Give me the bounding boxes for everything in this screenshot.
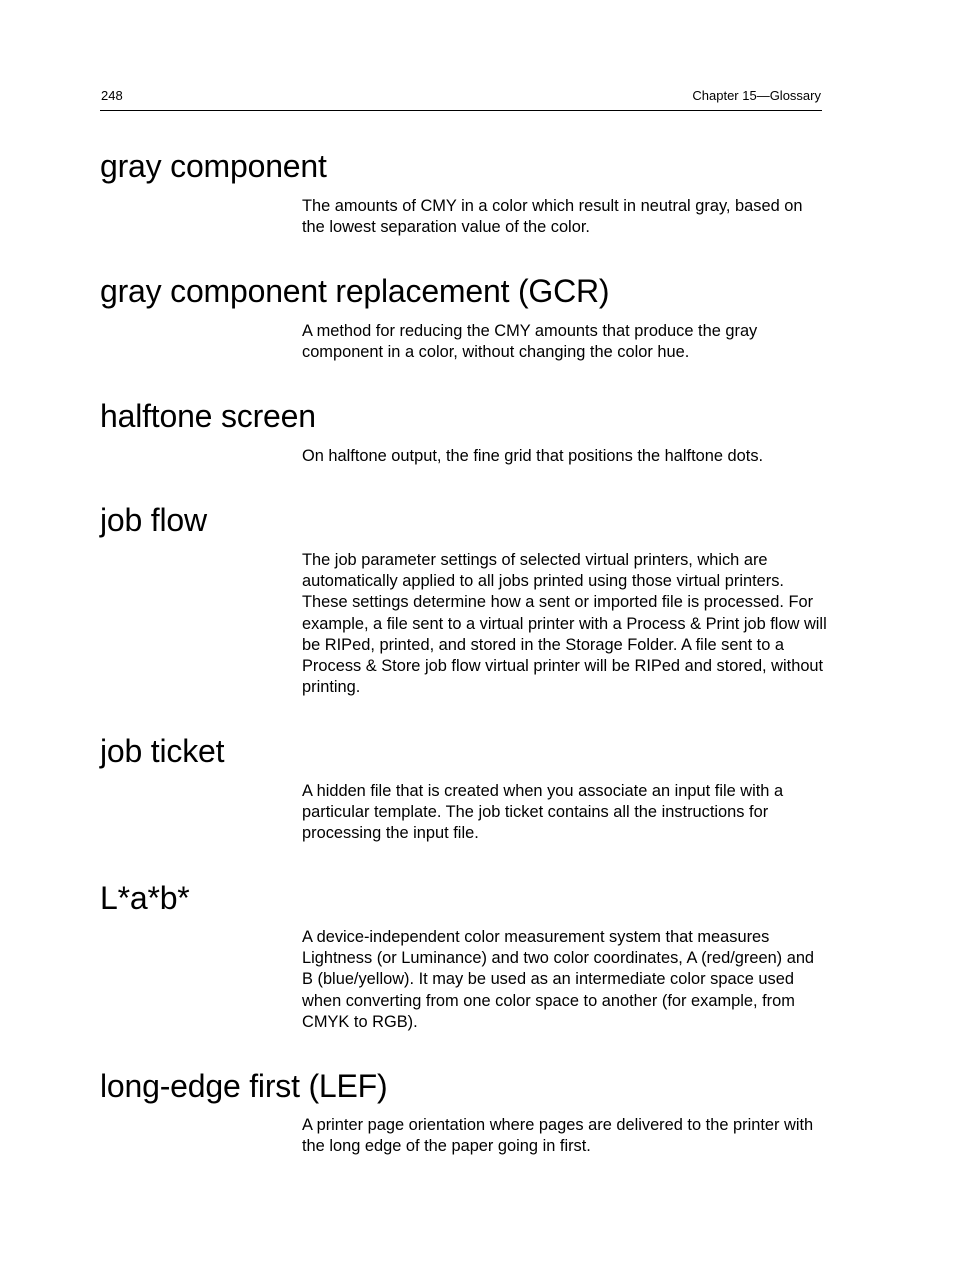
- glossary-entry-gray-component: [100, 148, 822, 237]
- glossary-entry-gcr: [100, 273, 822, 362]
- glossary-term: long-edge first (LEF): [100, 1068, 388, 1104]
- glossary-term: halftone screen: [100, 398, 316, 434]
- glossary-entry-halftone-screen: [100, 398, 822, 465]
- page-number: 248: [101, 88, 123, 103]
- glossary-term: job ticket: [100, 733, 225, 769]
- glossary-definition: A printer page orientation where pages are delivered to the printer with the long edge of the paper going in first.: [302, 1116, 814, 1156]
- glossary-entry-lef: [100, 1068, 822, 1156]
- glossary-entry-job-flow: [100, 502, 827, 697]
- glossary-definition: A method for reducing the CMY amounts that produce the gray component in a color, without changing the color hue.: [302, 322, 758, 362]
- glossary-entry-job-ticket: [100, 733, 822, 843]
- glossary-definition: The job parameter settings of selected virtual printers, which are automatically applied to all jobs printed using those virtual printers. These settings determine how a sent or imported file is processed. For example, a file sent to a virtual printer with a Process & Print job flow will be RIPed, printed, and stored in the Storage Folder. A file sent to a Process & Store job flow virtual printer will be RIPed and stored, without printing.: [302, 551, 827, 697]
- glossary-definition: A hidden file that is created when you associate an input file with a particular template. The job ticket contains all the instructions for processing the input file.: [302, 782, 784, 843]
- glossary-term: L*a*b*: [100, 880, 190, 916]
- glossary-term: gray component replacement (GCR): [100, 273, 610, 309]
- glossary-term: gray component: [100, 148, 327, 184]
- chapter-title: Chapter 15—Glossary: [692, 88, 821, 103]
- page-header: [100, 88, 822, 111]
- glossary-entry-lab: [100, 880, 822, 1031]
- glossary-term: job flow: [100, 502, 207, 538]
- glossary-definition: The amounts of CMY in a color which result in neutral gray, based on the lowest separation value of the color.: [302, 197, 803, 237]
- glossary-definition: On halftone output, the fine grid that positions the halftone dots.: [302, 447, 764, 465]
- glossary-definition: A device-independent color measurement system that measures Lightness (or Luminance) and two color coordinates, A (red/green) and B (blue/yellow). It may be used as an intermediate color space used when converting from one color space to another (for example, from CMYK to RGB).: [302, 928, 815, 1031]
